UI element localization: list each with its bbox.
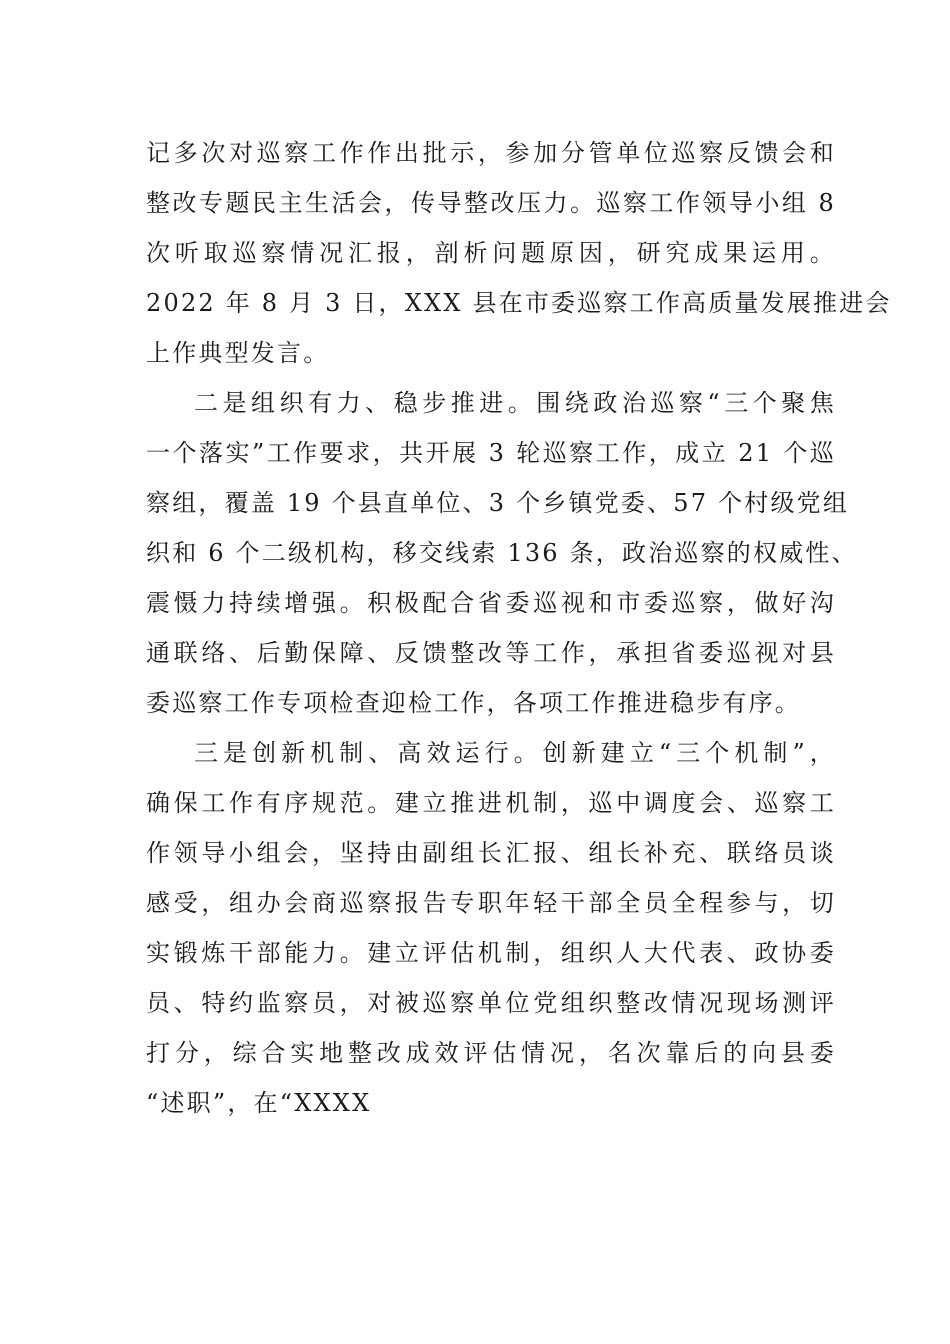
paragraph-2-line-4: 织和 6 个二级机构，移交线索 136 条，政治巡察的权威性、 xyxy=(146,539,858,567)
paragraph-3-line-4: 感受，组办会商巡察报告专职年轻干部全员全程参与，切 xyxy=(146,889,836,917)
paragraph-3-line-8: “述职”，在“XXXX xyxy=(146,1089,372,1117)
paragraph-2-line-5: 震慑力持续增强。积极配合省委巡视和市委巡察，做好沟 xyxy=(146,589,836,617)
paragraph-1-line-4: 2022 年 8 月 3 日，XXX 县在市委巡察工作高质量发展推进会 xyxy=(146,289,892,317)
paragraph-3-line-7: 打分，综合实地整改成效评估情况，名次靠后的向县委 xyxy=(146,1039,836,1067)
paragraph-2-line-1: 二是组织有力、稳步推进。围绕政治巡察“三个聚焦 xyxy=(194,389,836,417)
paragraph-3-line-2: 确保工作有序规范。建立推进机制，巡中调度会、巡察工 xyxy=(146,789,836,817)
document-body xyxy=(146,128,892,1128)
paragraph-2-line-7: 委巡察工作专项检查迎检工作，各项工作推进稳步有序。 xyxy=(146,689,801,717)
paragraph-3-line-1: 三是创新机制、高效运行。创新建立“三个机制”， xyxy=(194,739,836,767)
paragraph-2-line-6: 通联络、后勤保障、反馈整改等工作，承担省委巡视对县 xyxy=(146,639,836,667)
paragraph-3-line-6: 员、特约监察员，对被巡察单位党组织整改情况现场测评 xyxy=(146,989,836,1017)
paragraph-1-line-3: 次听取巡察情况汇报，剖析问题原因，研究成果运用。 xyxy=(146,239,836,267)
paragraph-1-line-2: 整改专题民主生活会，传导整改压力。巡察工作领导小组 8 xyxy=(146,189,836,217)
paragraph-3-line-5: 实锻炼干部能力。建立评估机制，组织人大代表、政协委 xyxy=(146,939,836,967)
paragraph-1-line-5: 上作典型发言。 xyxy=(146,339,330,367)
paragraph-2-line-2: 一个落实”工作要求，共开展 3 轮巡察工作，成立 21 个巡 xyxy=(146,439,836,467)
paragraph-2-line-3: 察组，覆盖 19 个县直单位、3 个乡镇党委、57 个村级党组 xyxy=(146,489,850,517)
paragraph-1-line-1: 记多次对巡察工作作出批示，参加分管单位巡察反馈会和 xyxy=(146,139,836,167)
paragraph-3-line-3: 作领导小组会，坚持由副组长汇报、组长补充、联络员谈 xyxy=(146,839,836,867)
